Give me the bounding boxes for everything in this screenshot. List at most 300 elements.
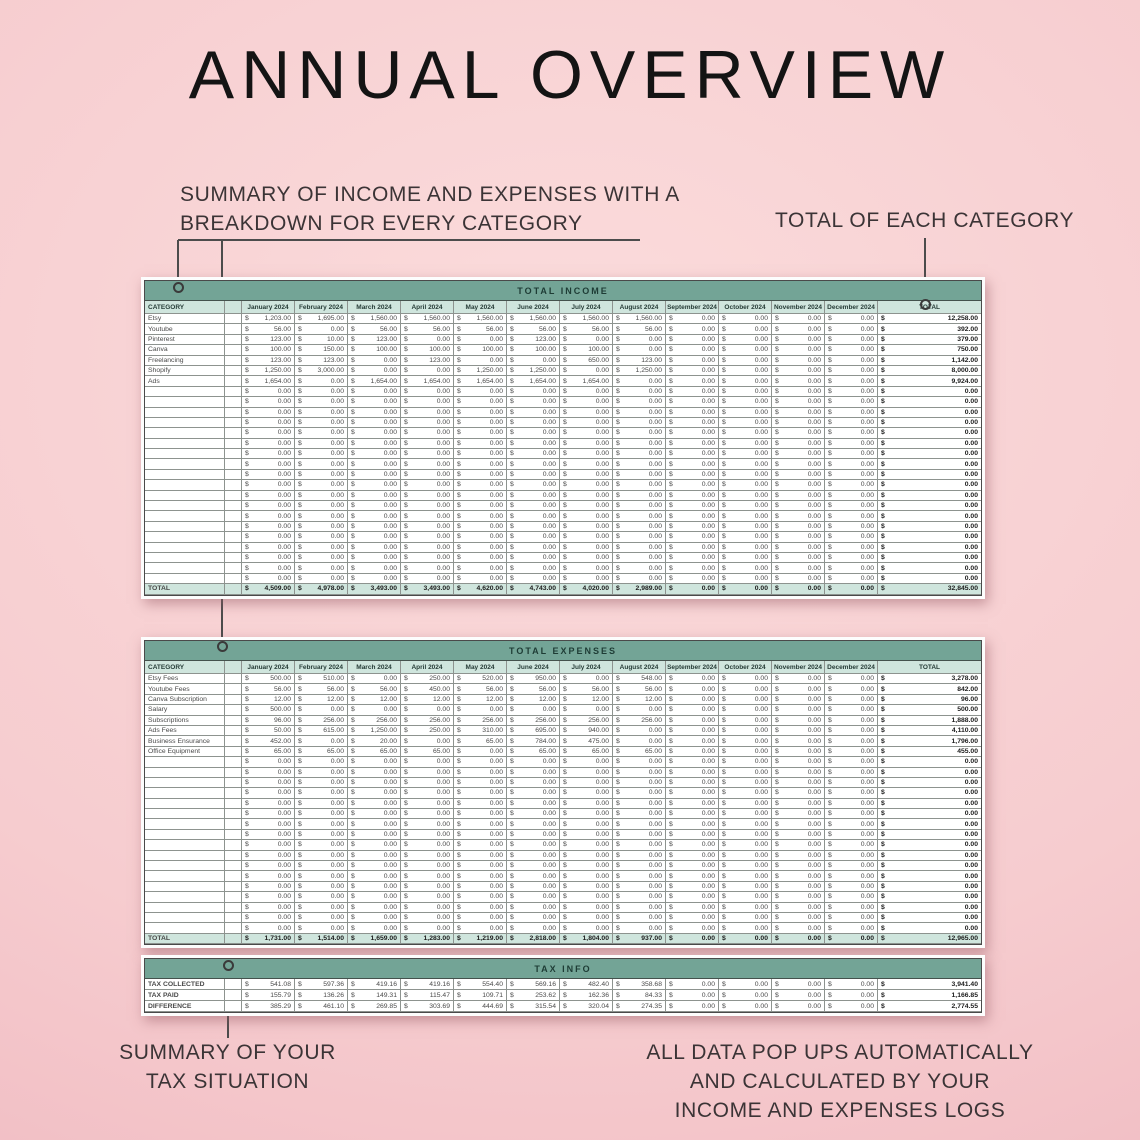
money-cell[interactable]: $ 0.00 — [507, 501, 560, 511]
row-total-cell[interactable]: $ 0.00 — [878, 819, 981, 829]
row-total-cell[interactable]: $ 0.00 — [878, 892, 981, 902]
money-cell[interactable]: $ 0.00 — [719, 979, 772, 990]
spacer-cell[interactable] — [225, 439, 242, 449]
money-cell[interactable]: $ 0.00 — [666, 470, 719, 480]
money-cell[interactable]: $ 65.00 — [613, 747, 666, 757]
money-cell[interactable]: $ 0.00 — [560, 397, 613, 407]
money-cell[interactable]: $ 56.00 — [348, 324, 401, 334]
spacer-cell[interactable] — [225, 684, 242, 694]
money-cell[interactable]: $ 0.00 — [666, 449, 719, 459]
spacer-cell[interactable] — [225, 408, 242, 418]
money-cell[interactable]: $ 0.00 — [719, 892, 772, 902]
money-cell[interactable]: $ 0.00 — [560, 788, 613, 798]
money-cell[interactable]: $ 0.00 — [719, 574, 772, 584]
money-cell[interactable]: $ 0.00 — [242, 778, 295, 788]
money-cell[interactable]: $ 0.00 — [666, 799, 719, 809]
row-total-cell[interactable]: $ 0.00 — [878, 851, 981, 861]
money-cell[interactable]: $ 419.16 — [348, 979, 401, 990]
month-header-cell[interactable]: July 2024 — [560, 661, 613, 674]
row-total-cell[interactable]: $ 0.00 — [878, 553, 981, 563]
category-cell[interactable] — [145, 830, 225, 840]
money-cell[interactable]: $ 0.00 — [613, 397, 666, 407]
month-header-cell[interactable]: December 2024 — [825, 301, 878, 314]
category-cell[interactable] — [145, 397, 225, 407]
money-cell[interactable]: $ 3,493.00 — [401, 584, 454, 594]
money-cell[interactable]: $ 0.00 — [507, 923, 560, 933]
money-cell[interactable]: $ 0.00 — [719, 345, 772, 355]
row-total-cell[interactable]: $ 12,965.00 — [878, 934, 981, 944]
spacer-cell[interactable] — [225, 387, 242, 397]
spacer-cell[interactable] — [225, 840, 242, 850]
money-cell[interactable]: $ 0.00 — [719, 335, 772, 345]
money-cell[interactable]: $ 0.00 — [242, 830, 295, 840]
money-cell[interactable]: $ 0.00 — [772, 757, 825, 767]
money-cell[interactable]: $ 0.00 — [825, 314, 878, 324]
money-cell[interactable]: $ 0.00 — [295, 397, 348, 407]
money-cell[interactable]: $ 0.00 — [401, 501, 454, 511]
money-cell[interactable]: $ 0.00 — [507, 459, 560, 469]
spacer-cell[interactable] — [225, 674, 242, 684]
category-cell[interactable]: Canva — [145, 345, 225, 355]
money-cell[interactable]: $ 56.00 — [242, 684, 295, 694]
month-header-cell[interactable]: February 2024 — [295, 661, 348, 674]
money-cell[interactable]: $ 162.36 — [560, 990, 613, 1001]
money-cell[interactable]: $ 0.00 — [666, 543, 719, 553]
money-cell[interactable]: $ 784.00 — [507, 736, 560, 746]
money-cell[interactable]: $ 0.00 — [666, 387, 719, 397]
money-cell[interactable]: $ 1,695.00 — [295, 314, 348, 324]
money-cell[interactable]: $ 0.00 — [666, 522, 719, 532]
money-cell[interactable]: $ 0.00 — [613, 376, 666, 386]
money-cell[interactable]: $ 0.00 — [719, 819, 772, 829]
money-cell[interactable]: $ 250.00 — [401, 674, 454, 684]
money-cell[interactable]: $ 12.00 — [295, 695, 348, 705]
money-cell[interactable]: $ 0.00 — [454, 913, 507, 923]
money-cell[interactable]: $ 0.00 — [507, 871, 560, 881]
money-cell[interactable]: $ 315.54 — [507, 1001, 560, 1012]
money-cell[interactable]: $ 0.00 — [295, 324, 348, 334]
money-cell[interactable]: $ 0.00 — [772, 913, 825, 923]
money-cell[interactable]: $ 0.00 — [719, 990, 772, 1001]
money-cell[interactable]: $ 84.33 — [613, 990, 666, 1001]
money-cell[interactable]: $ 0.00 — [507, 882, 560, 892]
money-cell[interactable]: $ 0.00 — [613, 335, 666, 345]
money-cell[interactable]: $ 0.00 — [454, 449, 507, 459]
money-cell[interactable]: $ 0.00 — [666, 553, 719, 563]
money-cell[interactable]: $ 0.00 — [454, 522, 507, 532]
money-cell[interactable]: $ 0.00 — [719, 903, 772, 913]
spacer-cell[interactable] — [225, 563, 242, 573]
money-cell[interactable]: $ 0.00 — [560, 428, 613, 438]
money-cell[interactable]: $ 0.00 — [772, 584, 825, 594]
spacer-cell[interactable] — [225, 345, 242, 355]
spacer-cell[interactable] — [225, 553, 242, 563]
money-cell[interactable]: $ 4,620.00 — [454, 584, 507, 594]
money-cell[interactable]: $ 0.00 — [295, 851, 348, 861]
money-cell[interactable]: $ 0.00 — [560, 470, 613, 480]
spacer-cell[interactable] — [225, 376, 242, 386]
money-cell[interactable]: $ 0.00 — [507, 903, 560, 913]
money-cell[interactable]: $ 0.00 — [666, 480, 719, 490]
money-cell[interactable]: $ 0.00 — [666, 674, 719, 684]
money-cell[interactable]: $ 0.00 — [348, 768, 401, 778]
money-cell[interactable]: $ 1,203.00 — [242, 314, 295, 324]
money-cell[interactable]: $ 0.00 — [825, 830, 878, 840]
money-cell[interactable]: $ 0.00 — [719, 1001, 772, 1012]
category-cell[interactable]: Subscriptions — [145, 716, 225, 726]
money-cell[interactable]: $ 1,560.00 — [454, 314, 507, 324]
money-cell[interactable]: $ 0.00 — [719, 799, 772, 809]
month-header-cell[interactable]: September 2024 — [666, 301, 719, 314]
row-total-cell[interactable]: $ 0.00 — [878, 563, 981, 573]
money-cell[interactable]: $ 0.00 — [295, 788, 348, 798]
money-cell[interactable]: $ 0.00 — [613, 459, 666, 469]
money-cell[interactable]: $ 0.00 — [401, 840, 454, 850]
money-cell[interactable]: $ 0.00 — [348, 574, 401, 584]
money-cell[interactable]: $ 100.00 — [507, 345, 560, 355]
money-cell[interactable]: $ 0.00 — [666, 501, 719, 511]
money-cell[interactable]: $ 0.00 — [772, 695, 825, 705]
row-total-cell[interactable]: $ 12,258.00 — [878, 314, 981, 324]
money-cell[interactable]: $ 0.00 — [348, 674, 401, 684]
money-cell[interactable]: $ 0.00 — [825, 335, 878, 345]
money-cell[interactable]: $ 0.00 — [666, 684, 719, 694]
money-cell[interactable]: $ 56.00 — [613, 684, 666, 694]
money-cell[interactable]: $ 0.00 — [613, 809, 666, 819]
money-cell[interactable]: $ 100.00 — [560, 345, 613, 355]
money-cell[interactable]: $ 0.00 — [454, 799, 507, 809]
money-cell[interactable]: $ 0.00 — [401, 532, 454, 542]
money-cell[interactable]: $ 0.00 — [719, 840, 772, 850]
money-cell[interactable]: $ 0.00 — [772, 979, 825, 990]
money-cell[interactable]: $ 12.00 — [242, 695, 295, 705]
money-cell[interactable]: $ 0.00 — [772, 799, 825, 809]
spacer-cell[interactable] — [225, 356, 242, 366]
money-cell[interactable]: $ 0.00 — [560, 335, 613, 345]
money-cell[interactable]: $ 0.00 — [454, 747, 507, 757]
money-cell[interactable]: $ 0.00 — [242, 501, 295, 511]
money-cell[interactable]: $ 0.00 — [613, 501, 666, 511]
category-cell[interactable] — [145, 892, 225, 902]
spacer-header-cell[interactable] — [225, 661, 242, 674]
month-header-cell[interactable]: March 2024 — [348, 301, 401, 314]
spacer-cell[interactable] — [225, 366, 242, 376]
money-cell[interactable]: $ 0.00 — [772, 705, 825, 715]
money-cell[interactable]: $ 123.00 — [242, 356, 295, 366]
money-cell[interactable]: $ 0.00 — [666, 335, 719, 345]
money-cell[interactable]: $ 0.00 — [666, 840, 719, 850]
money-cell[interactable]: $ 1,283.00 — [401, 934, 454, 944]
money-cell[interactable]: $ 0.00 — [348, 491, 401, 501]
money-cell[interactable]: $ 0.00 — [825, 418, 878, 428]
money-cell[interactable]: $ 0.00 — [242, 563, 295, 573]
money-cell[interactable]: $ 123.00 — [401, 356, 454, 366]
category-cell[interactable]: Youtube Fees — [145, 684, 225, 694]
money-cell[interactable]: $ 0.00 — [613, 553, 666, 563]
money-cell[interactable]: $ 0.00 — [454, 757, 507, 767]
money-cell[interactable]: $ 0.00 — [242, 387, 295, 397]
category-cell[interactable]: Freelancing — [145, 356, 225, 366]
money-cell[interactable]: $ 0.00 — [242, 449, 295, 459]
money-cell[interactable]: $ 0.00 — [401, 871, 454, 881]
money-cell[interactable]: $ 0.00 — [242, 439, 295, 449]
money-cell[interactable]: $ 0.00 — [401, 705, 454, 715]
money-cell[interactable]: $ 0.00 — [772, 830, 825, 840]
category-cell[interactable]: Ads Fees — [145, 726, 225, 736]
money-cell[interactable]: $ 0.00 — [242, 408, 295, 418]
money-cell[interactable]: $ 0.00 — [613, 923, 666, 933]
money-cell[interactable]: $ 615.00 — [295, 726, 348, 736]
money-cell[interactable]: $ 0.00 — [348, 543, 401, 553]
category-cell[interactable]: TOTAL — [145, 934, 225, 944]
money-cell[interactable]: $ 0.00 — [613, 871, 666, 881]
money-cell[interactable]: $ 0.00 — [666, 356, 719, 366]
money-cell[interactable]: $ 0.00 — [613, 574, 666, 584]
money-cell[interactable]: $ 0.00 — [825, 439, 878, 449]
money-cell[interactable]: $ 0.00 — [825, 923, 878, 933]
month-header-cell[interactable]: February 2024 — [295, 301, 348, 314]
row-total-cell[interactable]: $ 3,278.00 — [878, 674, 981, 684]
money-cell[interactable]: $ 0.00 — [507, 788, 560, 798]
category-cell[interactable]: TAX COLLECTED — [145, 979, 225, 990]
spacer-cell[interactable] — [225, 480, 242, 490]
money-cell[interactable]: $ 1,219.00 — [454, 934, 507, 944]
money-cell[interactable]: $ 0.00 — [719, 934, 772, 944]
money-cell[interactable]: $ 0.00 — [825, 470, 878, 480]
month-header-cell[interactable]: September 2024 — [666, 661, 719, 674]
money-cell[interactable]: $ 0.00 — [454, 788, 507, 798]
money-cell[interactable]: $ 310.00 — [454, 726, 507, 736]
money-cell[interactable]: $ 1,654.00 — [507, 376, 560, 386]
month-header-cell[interactable]: May 2024 — [454, 661, 507, 674]
money-cell[interactable]: $ 0.00 — [772, 418, 825, 428]
money-cell[interactable]: $ 937.00 — [613, 934, 666, 944]
money-cell[interactable]: $ 0.00 — [772, 428, 825, 438]
money-cell[interactable]: $ 0.00 — [295, 840, 348, 850]
money-cell[interactable]: $ 0.00 — [613, 757, 666, 767]
money-cell[interactable]: $ 0.00 — [507, 418, 560, 428]
row-total-cell[interactable]: $ 2,774.55 — [878, 1001, 981, 1012]
money-cell[interactable]: $ 0.00 — [772, 809, 825, 819]
money-cell[interactable]: $ 0.00 — [295, 903, 348, 913]
money-cell[interactable]: $ 0.00 — [613, 511, 666, 521]
spacer-cell[interactable] — [225, 923, 242, 933]
money-cell[interactable]: $ 0.00 — [613, 449, 666, 459]
money-cell[interactable]: $ 253.62 — [507, 990, 560, 1001]
money-cell[interactable]: $ 0.00 — [666, 376, 719, 386]
money-cell[interactable]: $ 0.00 — [560, 449, 613, 459]
money-cell[interactable]: $ 100.00 — [242, 345, 295, 355]
category-cell[interactable] — [145, 449, 225, 459]
spacer-cell[interactable] — [225, 851, 242, 861]
money-cell[interactable]: $ 0.00 — [454, 532, 507, 542]
money-cell[interactable]: $ 0.00 — [348, 903, 401, 913]
category-cell[interactable]: TAX PAID — [145, 990, 225, 1001]
money-cell[interactable]: $ 0.00 — [613, 522, 666, 532]
money-cell[interactable]: $ 0.00 — [825, 882, 878, 892]
money-cell[interactable]: $ 0.00 — [613, 830, 666, 840]
money-cell[interactable]: $ 0.00 — [772, 335, 825, 345]
money-cell[interactable]: $ 0.00 — [825, 553, 878, 563]
money-cell[interactable]: $ 0.00 — [825, 501, 878, 511]
money-cell[interactable]: $ 1,560.00 — [401, 314, 454, 324]
money-cell[interactable]: $ 0.00 — [348, 387, 401, 397]
category-cell[interactable] — [145, 470, 225, 480]
money-cell[interactable]: $ 0.00 — [507, 819, 560, 829]
money-cell[interactable]: $ 0.00 — [242, 491, 295, 501]
money-cell[interactable]: $ 0.00 — [507, 861, 560, 871]
money-cell[interactable]: $ 0.00 — [613, 563, 666, 573]
category-cell[interactable]: Pinterest — [145, 335, 225, 345]
money-cell[interactable]: $ 0.00 — [825, 522, 878, 532]
money-cell[interactable]: $ 0.00 — [825, 1001, 878, 1012]
category-cell[interactable] — [145, 387, 225, 397]
row-total-cell[interactable]: $ 0.00 — [878, 501, 981, 511]
money-cell[interactable]: $ 0.00 — [613, 543, 666, 553]
money-cell[interactable]: $ 0.00 — [560, 418, 613, 428]
money-cell[interactable]: $ 0.00 — [242, 757, 295, 767]
money-cell[interactable]: $ 0.00 — [613, 799, 666, 809]
money-cell[interactable]: $ 0.00 — [666, 439, 719, 449]
money-cell[interactable]: $ 12.00 — [401, 695, 454, 705]
money-cell[interactable]: $ 0.00 — [507, 892, 560, 902]
money-cell[interactable]: $ 0.00 — [348, 397, 401, 407]
money-cell[interactable]: $ 65.00 — [560, 747, 613, 757]
money-cell[interactable]: $ 1,731.00 — [242, 934, 295, 944]
money-cell[interactable]: $ 0.00 — [507, 705, 560, 715]
money-cell[interactable]: $ 0.00 — [295, 553, 348, 563]
spacer-cell[interactable] — [225, 705, 242, 715]
money-cell[interactable]: $ 0.00 — [560, 366, 613, 376]
money-cell[interactable]: $ 0.00 — [295, 532, 348, 542]
money-cell[interactable]: $ 0.00 — [719, 366, 772, 376]
money-cell[interactable]: $ 149.31 — [348, 990, 401, 1001]
money-cell[interactable]: $ 0.00 — [560, 491, 613, 501]
money-cell[interactable]: $ 0.00 — [825, 736, 878, 746]
money-cell[interactable]: $ 0.00 — [295, 480, 348, 490]
month-header-cell[interactable]: June 2024 — [507, 661, 560, 674]
money-cell[interactable]: $ 0.00 — [295, 778, 348, 788]
money-cell[interactable]: $ 256.00 — [295, 716, 348, 726]
money-cell[interactable]: $ 12.00 — [613, 695, 666, 705]
row-total-cell[interactable]: $ 0.00 — [878, 871, 981, 881]
money-cell[interactable]: $ 0.00 — [454, 543, 507, 553]
money-cell[interactable]: $ 1,250.00 — [348, 726, 401, 736]
money-cell[interactable]: $ 0.00 — [507, 428, 560, 438]
row-total-cell[interactable]: $ 0.00 — [878, 439, 981, 449]
row-total-cell[interactable]: $ 0.00 — [878, 903, 981, 913]
money-cell[interactable]: $ 0.00 — [401, 892, 454, 902]
money-cell[interactable]: $ 256.00 — [401, 716, 454, 726]
money-cell[interactable]: $ 0.00 — [772, 778, 825, 788]
money-cell[interactable]: $ 0.00 — [560, 903, 613, 913]
money-cell[interactable]: $ 0.00 — [719, 356, 772, 366]
money-cell[interactable]: $ 0.00 — [772, 356, 825, 366]
row-total-cell[interactable]: $ 0.00 — [878, 757, 981, 767]
money-cell[interactable]: $ 0.00 — [348, 563, 401, 573]
money-cell[interactable]: $ 0.00 — [348, 439, 401, 449]
month-header-cell[interactable]: October 2024 — [719, 301, 772, 314]
spacer-cell[interactable] — [225, 934, 242, 944]
money-cell[interactable]: $ 1,514.00 — [295, 934, 348, 944]
money-cell[interactable]: $ 0.00 — [772, 768, 825, 778]
money-cell[interactable]: $ 0.00 — [560, 830, 613, 840]
money-cell[interactable]: $ 0.00 — [719, 459, 772, 469]
money-cell[interactable]: $ 0.00 — [666, 716, 719, 726]
money-cell[interactable]: $ 0.00 — [401, 819, 454, 829]
money-cell[interactable]: $ 0.00 — [825, 990, 878, 1001]
money-cell[interactable]: $ 0.00 — [825, 366, 878, 376]
money-cell[interactable]: $ 475.00 — [560, 736, 613, 746]
money-cell[interactable]: $ 1,560.00 — [613, 314, 666, 324]
money-cell[interactable]: $ 0.00 — [666, 778, 719, 788]
month-header-cell[interactable]: November 2024 — [772, 661, 825, 674]
money-cell[interactable]: $ 109.71 — [454, 990, 507, 1001]
money-cell[interactable]: $ 0.00 — [348, 705, 401, 715]
money-cell[interactable]: $ 3,000.00 — [295, 366, 348, 376]
money-cell[interactable]: $ 0.00 — [613, 778, 666, 788]
category-cell[interactable]: Youtube — [145, 324, 225, 334]
money-cell[interactable]: $ 100.00 — [348, 345, 401, 355]
money-cell[interactable]: $ 0.00 — [242, 768, 295, 778]
money-cell[interactable]: $ 0.00 — [719, 695, 772, 705]
money-cell[interactable]: $ 0.00 — [401, 882, 454, 892]
money-cell[interactable]: $ 0.00 — [507, 470, 560, 480]
month-header-cell[interactable]: December 2024 — [825, 661, 878, 674]
money-cell[interactable]: $ 0.00 — [507, 511, 560, 521]
money-cell[interactable]: $ 0.00 — [454, 705, 507, 715]
money-cell[interactable]: $ 0.00 — [719, 861, 772, 871]
money-cell[interactable]: $ 0.00 — [772, 324, 825, 334]
category-cell[interactable] — [145, 757, 225, 767]
row-total-cell[interactable]: $ 0.00 — [878, 532, 981, 542]
category-cell[interactable] — [145, 788, 225, 798]
money-cell[interactable]: $ 0.00 — [401, 491, 454, 501]
money-cell[interactable]: $ 0.00 — [454, 923, 507, 933]
money-cell[interactable]: $ 0.00 — [401, 861, 454, 871]
money-cell[interactable]: $ 0.00 — [772, 684, 825, 694]
money-cell[interactable]: $ 0.00 — [666, 459, 719, 469]
money-cell[interactable]: $ 0.00 — [772, 543, 825, 553]
money-cell[interactable]: $ 0.00 — [613, 788, 666, 798]
money-cell[interactable]: $ 0.00 — [719, 913, 772, 923]
money-cell[interactable]: $ 2,989.00 — [613, 584, 666, 594]
money-cell[interactable]: $ 0.00 — [348, 809, 401, 819]
money-cell[interactable]: $ 0.00 — [507, 851, 560, 861]
money-cell[interactable]: $ 12.00 — [560, 695, 613, 705]
money-cell[interactable]: $ 0.00 — [772, 934, 825, 944]
month-header-cell[interactable]: March 2024 — [348, 661, 401, 674]
spacer-cell[interactable] — [225, 470, 242, 480]
money-cell[interactable]: $ 444.69 — [454, 1001, 507, 1012]
money-cell[interactable]: $ 0.00 — [825, 840, 878, 850]
money-cell[interactable]: $ 0.00 — [613, 480, 666, 490]
row-total-cell[interactable]: $ 1,142.00 — [878, 356, 981, 366]
money-cell[interactable]: $ 10.00 — [295, 335, 348, 345]
category-cell[interactable] — [145, 418, 225, 428]
money-cell[interactable]: $ 0.00 — [454, 335, 507, 345]
money-cell[interactable]: $ 0.00 — [454, 428, 507, 438]
money-cell[interactable]: $ 0.00 — [772, 376, 825, 386]
money-cell[interactable]: $ 0.00 — [666, 491, 719, 501]
money-cell[interactable]: $ 0.00 — [560, 705, 613, 715]
money-cell[interactable]: $ 0.00 — [401, 408, 454, 418]
money-cell[interactable]: $ 0.00 — [242, 543, 295, 553]
money-cell[interactable]: $ 0.00 — [772, 449, 825, 459]
money-cell[interactable]: $ 0.00 — [719, 324, 772, 334]
money-cell[interactable]: $ 0.00 — [613, 903, 666, 913]
money-cell[interactable]: $ 0.00 — [666, 903, 719, 913]
